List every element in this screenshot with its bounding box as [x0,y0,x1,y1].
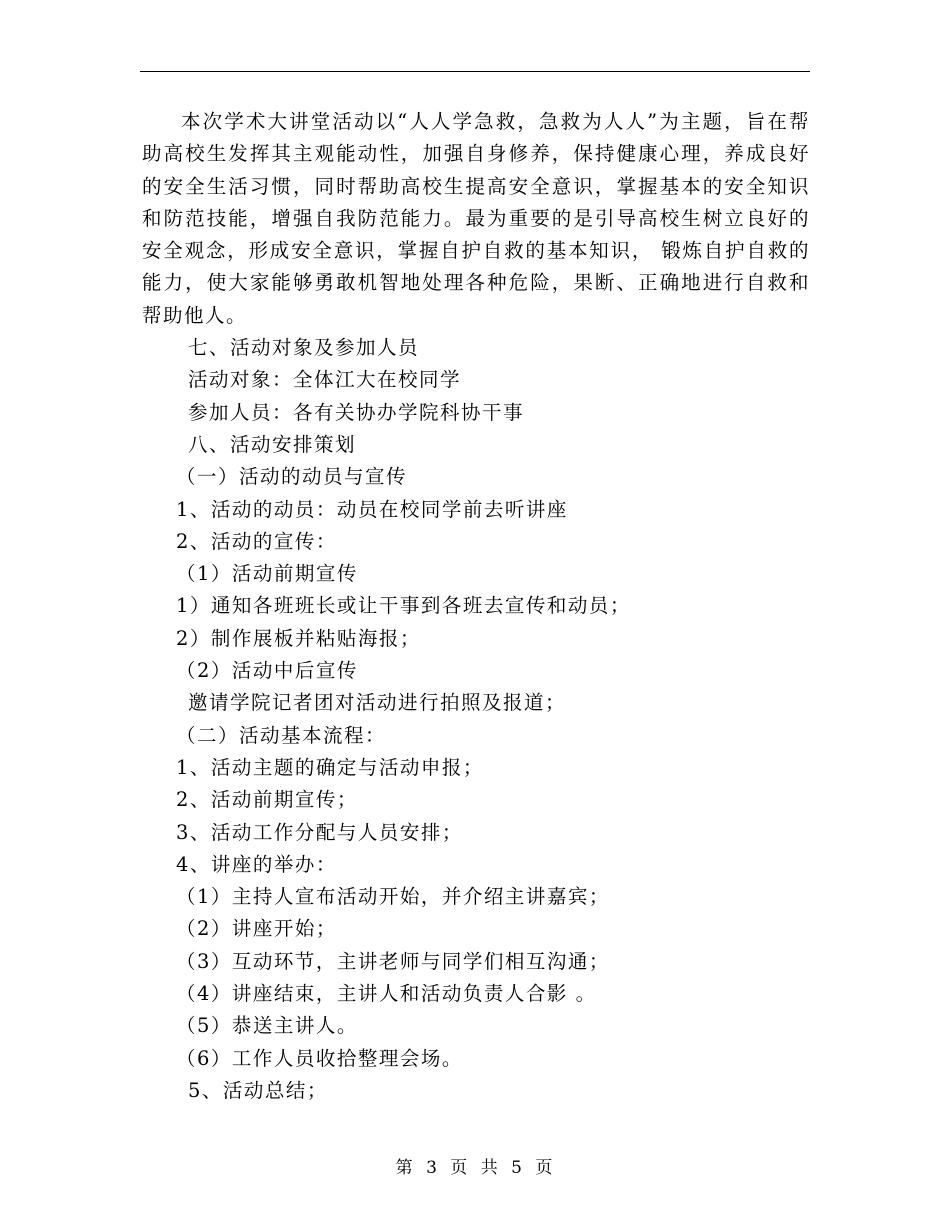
section-heading-7: 七、活动对象及参加人员 [188,336,420,360]
activity-target-line: 活动对象：全体江大在校同学 [188,368,462,392]
list-item: 2、活动的宣传： [176,529,337,553]
document-body [142,106,810,1107]
list-item: 1、活动主题的确定与活动申报； [176,755,484,779]
page-footer: 第 3 页 共 5 页 [395,1158,555,1178]
list-item: 2、活动前期宣传； [176,788,358,812]
list-item: 2）制作展板并粘贴海报； [176,626,421,650]
participants-line: 参加人员：各有关协办学院科协干事 [188,400,525,424]
list-item: （1）活动前期宣传 [176,562,358,586]
list-item: （2）讲座开始； [176,917,337,941]
header-rule [140,71,810,72]
list-item: 3、活动工作分配与人员安排； [176,820,463,844]
list-item: （1）主持人宣布活动开始，并介绍主讲嘉宾； [176,885,610,909]
section-heading-8: 八、活动安排策划 [188,432,357,456]
list-item: （6）工作人员收拾整理会场。 [176,1046,463,1070]
subsection-heading-2: （二）活动基本流程： [176,723,387,747]
list-item: （2）活动中后宣传 [176,659,358,683]
subsection-heading-1: （一）活动的动员与宣传 [176,465,408,489]
intro-paragraph: 本次学术大讲堂活动以“人人学急救，急救为人人”为主题，旨在帮助高校生发挥其主观能动性，加强自身修养，保持健康心理，养成良好的安全生活习惯，同时帮助高校生提高安全意识，掌握基本的安全知识和防范技能，增强自我防范能力。最为重要的是引导高校生树立良好的安全观念，形成安全意识，掌握自护自救的基本知识， 锻炼自护自救的能力，使大家能够勇敢机智地处理各种危险，果断、正确地进行自救和帮助他人。 [142,110,810,327]
list-item: 4、讲座的举办： [176,852,337,876]
list-item: （3）互动环节，主讲老师与同学们相互沟通； [176,949,610,973]
list-item: 1、活动的动员：动员在校同学前去听讲座 [176,497,568,521]
list-item: 邀请学院记者团对活动进行拍照及报道； [188,691,567,715]
list-item: 5、活动总结； [188,1078,328,1102]
list-item: （5）恭送主讲人。 [176,1014,358,1038]
list-item: 1）通知各班班长或让干事到各班去宣传和动员； [176,594,631,618]
list-item: （4）讲座结束，主讲人和活动负责人合影 。 [176,982,597,1006]
